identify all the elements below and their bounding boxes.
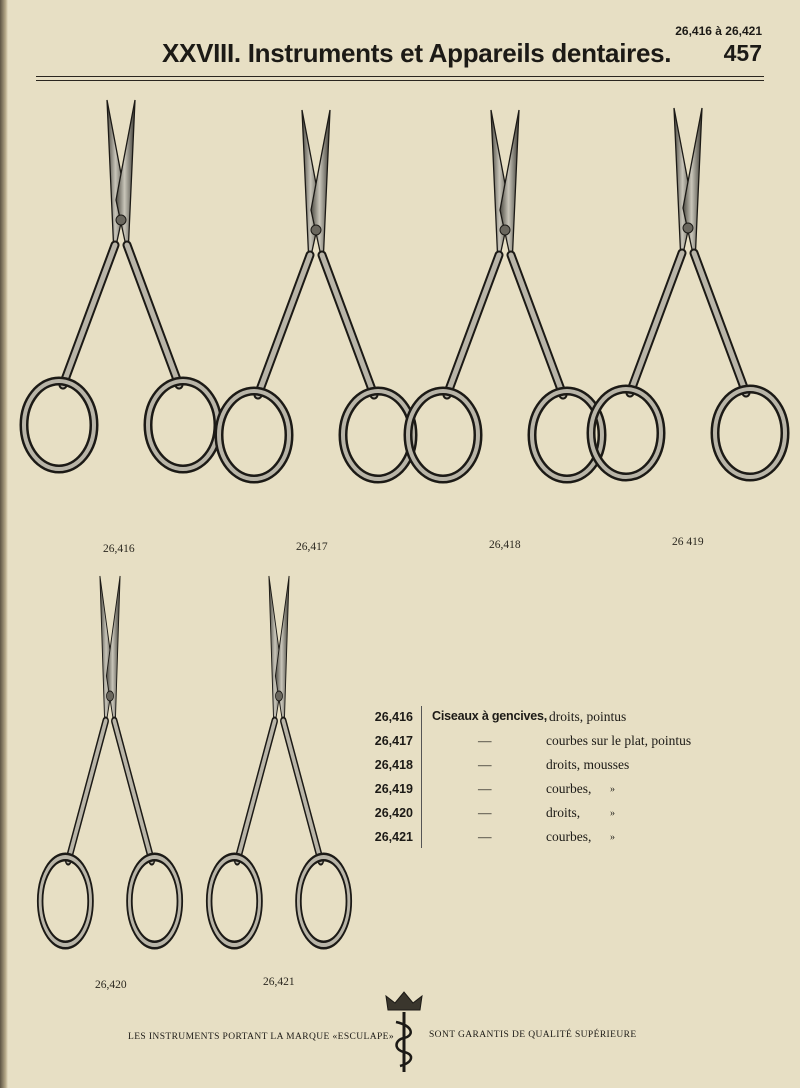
item-listing xyxy=(360,706,740,850)
ditto-dash: — xyxy=(478,733,492,748)
ditto-mark: » xyxy=(610,808,615,819)
scissors-26418-icon xyxy=(408,110,602,479)
item-description: courbes, xyxy=(546,829,592,844)
item-description: droits, xyxy=(546,805,581,820)
item-range: 26,416 à 26,421 xyxy=(675,24,762,38)
list-item xyxy=(360,706,740,730)
ditto-mark: » xyxy=(610,832,615,843)
page-title: XXVIII. Instruments et Appareils dentaires. xyxy=(162,38,672,68)
item-description: droits, pointus xyxy=(549,709,627,724)
item-number: 26,417 xyxy=(374,734,413,748)
ditto-dash: — xyxy=(478,805,492,820)
list-item xyxy=(360,778,740,802)
ditto-mark: » xyxy=(610,784,615,795)
list-item xyxy=(360,802,740,826)
item-description: droits, mousses xyxy=(546,757,630,772)
item-number: 26,416 xyxy=(374,710,413,724)
item-number: 26,420 xyxy=(374,806,413,820)
item-description: courbes, xyxy=(546,781,592,796)
ditto-dash: — xyxy=(478,781,492,796)
figure-label: 26 419 xyxy=(672,536,704,548)
scissors-26421-icon xyxy=(209,576,349,945)
footer-text-left: LES INSTRUMENTS PORTANT LA MARQUE «ESCULAPE» xyxy=(128,1032,395,1042)
item-number: 26,421 xyxy=(374,830,413,844)
footer-text-right: SONT GARANTIS DE QUALITÉ SUPÉRIEURE xyxy=(429,1030,637,1040)
ditto-dash: — xyxy=(478,757,492,772)
page-number: 457 xyxy=(723,40,762,66)
item-number: 26,418 xyxy=(374,758,413,772)
item-description: courbes sur le plat, pointus xyxy=(546,733,692,748)
scissors-26420-icon xyxy=(40,576,180,945)
scissors-26417-icon xyxy=(219,110,413,479)
figure-label: 26,420 xyxy=(95,979,127,991)
figure-label: 26,421 xyxy=(263,976,295,988)
ditto-dash: — xyxy=(478,829,492,844)
figure-label: 26,418 xyxy=(489,539,521,551)
figure-label: 26,417 xyxy=(296,541,328,553)
scissors-26416-icon xyxy=(24,100,218,469)
list-item xyxy=(360,730,740,754)
item-number: 26,419 xyxy=(374,782,413,796)
figure-label: 26,416 xyxy=(103,543,135,555)
list-item xyxy=(360,754,740,778)
item-name: Ciseaux à gencives, xyxy=(432,709,548,723)
scissors-26419-icon xyxy=(591,108,785,477)
list-item xyxy=(360,826,740,850)
